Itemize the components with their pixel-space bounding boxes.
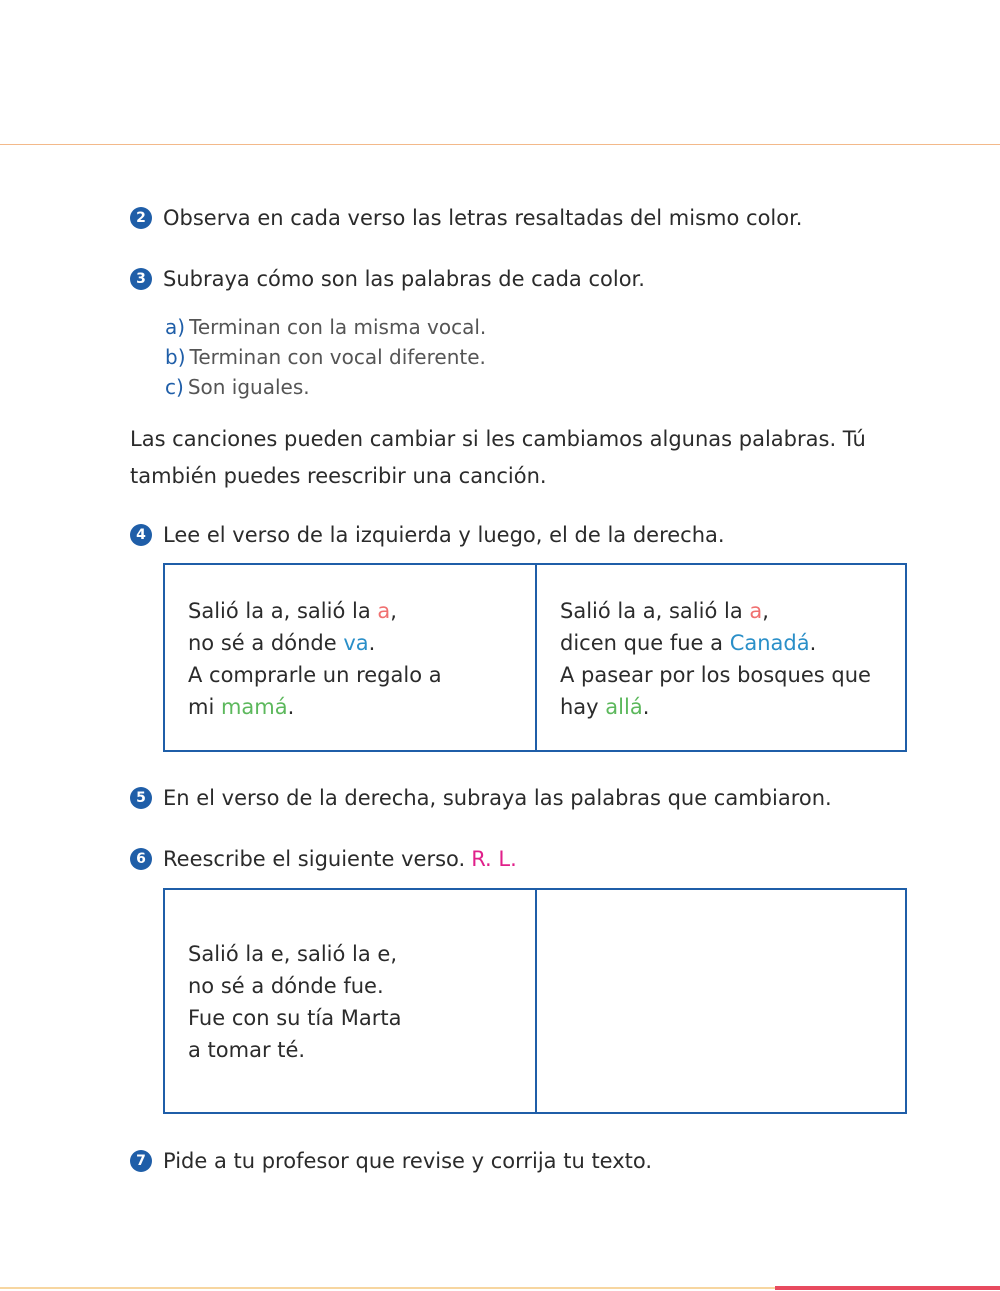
question-text: Subraya cómo son las palabras de cada color. [163,267,645,291]
verse-comparison-table [163,563,907,752]
question-2 [130,204,802,232]
options-list [165,312,486,402]
question-4 [130,521,725,549]
verse-left: Salió la a, salió la a, no sé a dónde va. A comprarle un regalo a mi mamá. [188,599,442,719]
question-text: Observa en cada verso las letras resaltadas del mismo color. [163,206,803,230]
question-7 [130,1147,652,1175]
number-badge: 5 [130,787,152,809]
top-divider [0,144,1000,145]
question-text: En el verso de la derecha, subraya las palabras que cambiaron. [163,786,832,810]
number-badge: 3 [130,268,152,290]
rewrite-table [163,888,907,1114]
option-b[interactable]: b) Terminan con vocal diferente. [165,345,486,369]
rewrite-answer-area[interactable] [535,890,905,1112]
question-text: Lee el verso de la izquierda y luego, el de la derecha. [163,523,725,547]
question-text: Reescribe el siguiente verso. [163,847,466,871]
number-badge: 4 [130,524,152,546]
number-badge: 7 [130,1150,152,1172]
verse-right[interactable]: Salió la a, salió la a, dicen que fue a Canadá. A pasear por los bosques que hay allá. [535,565,905,750]
intro-paragraph: Las canciones pueden cambiar si les cambiamos algunas palabras. Tú también puedes reescribir una canción. [130,427,866,488]
option-c[interactable]: c) Son iguales. [165,375,310,399]
answer-note: R. L. [471,847,517,871]
number-badge: 6 [130,848,152,870]
question-5 [130,784,832,812]
number-badge: 2 [130,207,152,229]
option-a[interactable]: a) Terminan con la misma vocal. [165,315,487,339]
question-3 [130,265,645,293]
bottom-accent-bar [775,1286,1000,1290]
question-6 [130,845,517,873]
verse-e: Salió la e, salió la e, no sé a dónde fue. Fue con su tía Marta a tomar té. [188,942,402,1062]
question-text: Pide a tu profesor que revise y corrija tu texto. [163,1149,653,1173]
